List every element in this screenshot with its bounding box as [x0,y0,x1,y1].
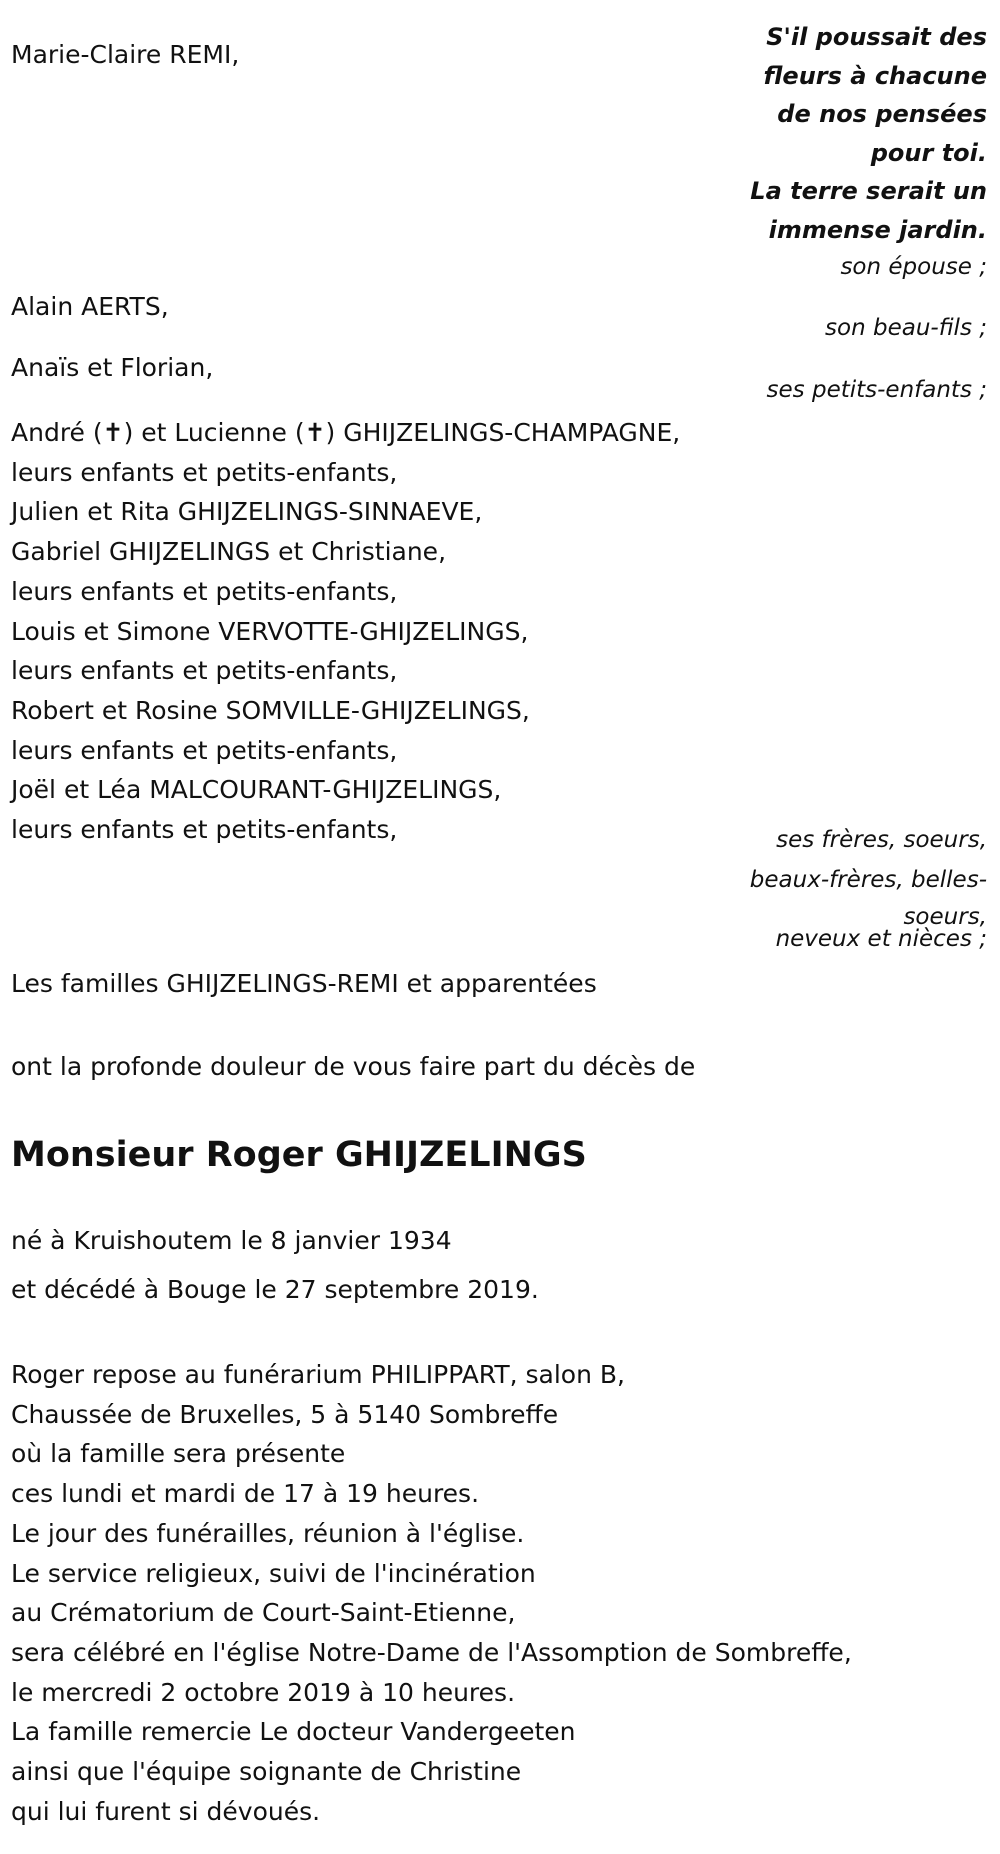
families-line: Les familles GHIJZELINGS-REMI et apparentées [11,969,597,998]
funeral-details [11,1355,852,1831]
poem-line: S'il poussait des [766,23,987,51]
detail-line: ces lundi et mardi de 17 à 19 heures. [11,1479,480,1509]
detail-line: où la famille sera présente [11,1439,346,1469]
poem-line: immense jardin. [768,215,987,244]
list-item: Joël et Léa MALCOURANT-GHIJZELINGS, [11,775,502,805]
son-in-law-role: son beau-fils ; [825,315,987,341]
list-item: Robert et Rosine SOMVILLE-GHIJZELINGS, [11,695,530,725]
poem-line: La terre serait un [750,177,987,205]
announcement: ont la profonde douleur de vous faire part du décès de [11,1052,696,1081]
spouse-name: Marie-Claire REMI, [11,40,240,69]
birth-line: né à Kruishoutem le 8 janvier 1934 [11,1226,452,1255]
grandchildren-name: Anaïs et Florian, [11,353,214,382]
siblings-role-line: ses frères, soeurs, [776,827,987,853]
detail-line: Roger repose au funérarium PHILIPPART, salon B, [11,1360,625,1389]
detail-line: La famille remercie Le docteur Vandergeeten [11,1717,576,1747]
siblings-list [11,413,680,850]
list-item: leurs enfants et petits-enfants, [11,656,398,686]
list-item: leurs enfants et petits-enfants, [11,735,398,765]
list-item: leurs enfants et petits-enfants, [11,457,398,487]
list-item: Julien et Rita GHIJZELINGS-SINNAEVE, [11,497,483,527]
detail-line: le mercredi 2 octobre 2019 à 10 heures. [11,1677,516,1707]
detail-line: ainsi que l'équipe soignante de Christine [11,1757,522,1787]
list-item: leurs enfants et petits-enfants, [11,576,398,606]
son-in-law-name: Alain AERTS, [11,292,169,321]
detail-line: au Crématorium de Court-Saint-Etienne, [11,1598,516,1628]
detail-line: qui lui furent si dévoués. [11,1796,321,1826]
siblings-role-line: neveux et nièces ; [775,926,987,952]
list-item: leurs enfants et petits-enfants, [11,815,398,845]
siblings-role-line: beaux-frères, belles- [749,867,987,893]
list-item: Gabriel GHIJZELINGS et Christiane, [11,537,447,567]
deceased-name: Monsieur Roger GHIJZELINGS [11,1135,587,1175]
list-item: Louis et Simone VERVOTTE-GHIJZELINGS, [11,616,529,646]
detail-line: sera célébré en l'église Notre-Dame de l'Assomption de Sombreffe, [11,1637,852,1667]
detail-line: Le jour des funérailles, réunion à l'église. [11,1518,525,1548]
poem [750,18,987,249]
death-line: et décédé à Bouge le 27 septembre 2019. [11,1275,539,1304]
grandchildren-role: ses petits-enfants ; [766,377,987,403]
poem-line: de nos pensées [777,100,987,128]
poem-line: fleurs à chacune [763,61,987,90]
list-item: André (✝) et Lucienne (✝) GHIJZELINGS-CHAMPAGNE, [11,418,681,447]
spouse-role: son épouse ; [840,254,987,280]
siblings-role-line: soeurs, [903,904,987,930]
detail-line: Chaussée de Bruxelles, 5 à 5140 Sombreffe [11,1399,559,1429]
poem-line: pour toi. [870,138,987,167]
detail-line: Le service religieux, suivi de l'incinération [11,1558,536,1588]
